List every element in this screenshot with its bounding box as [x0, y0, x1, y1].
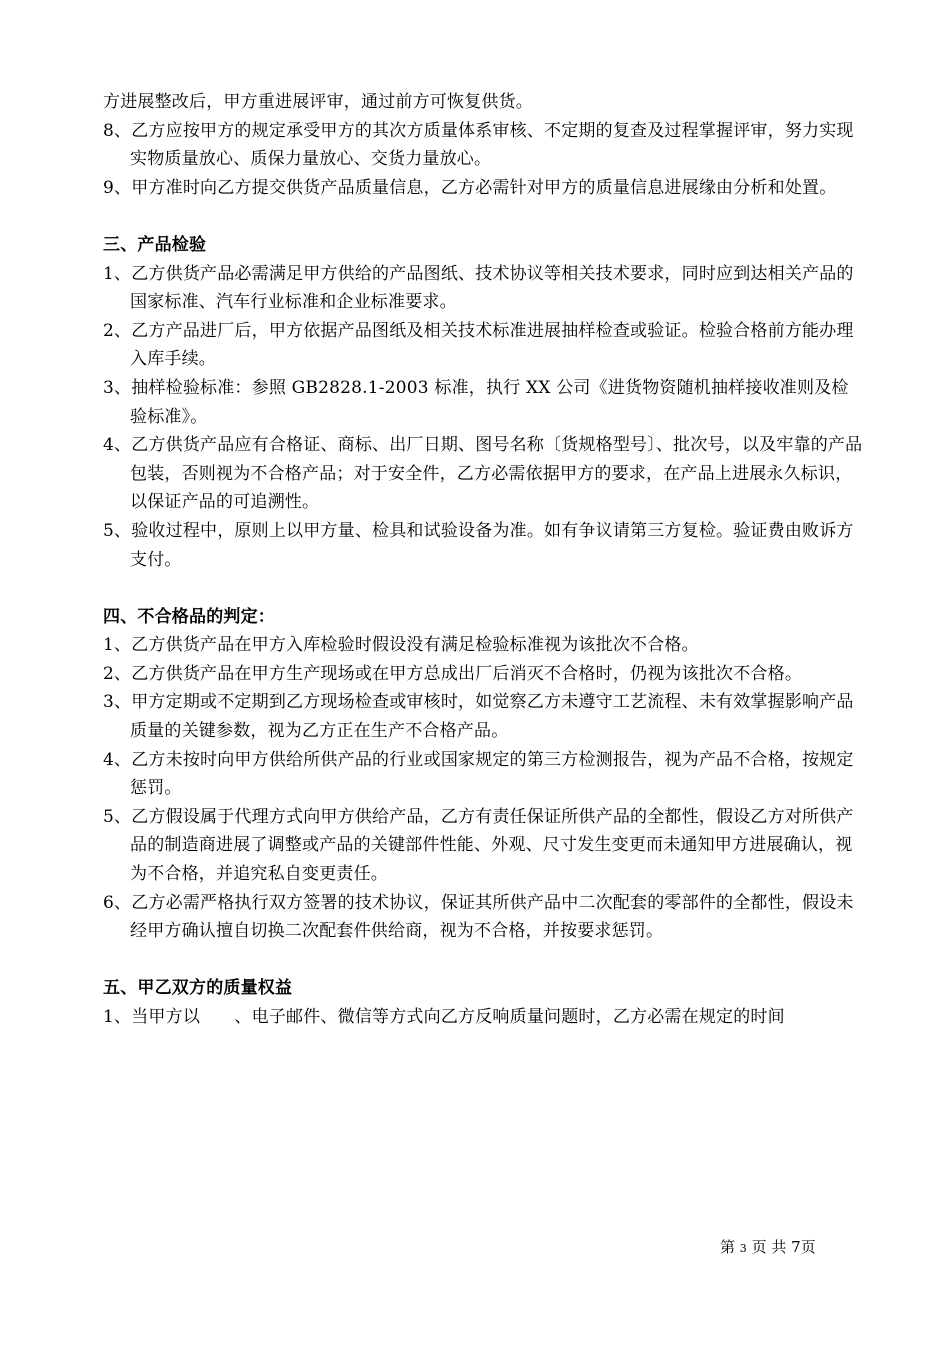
item-number: 5、 [103, 520, 132, 541]
list-item [103, 374, 863, 431]
item-text: 乙方应按甲方的规定承受甲方的其次方质量体系审核、不定期的复查及过程掌握评审，努力实现实物质量放心、质保力量放心、交货力量放心。 [130, 120, 854, 170]
item-text: 乙方供货产品应有合格证、商标、出厂日期、图号名称〔货规格型号〕、批次号，以及牢靠的产品包装，否则视为不合格产品；对于安全件，乙方必需依据甲方的要求，在产品上进展永久标识，以保证产品的可追溯性。 [130, 435, 863, 513]
footer-middle: 页 共 [751, 1238, 787, 1256]
intro-line: 方进展整改后，甲方重进展评审，通过前方可恢复供货。 [103, 92, 533, 112]
item-text: 乙方未按时向甲方供给所供产品的行业或国家规定的第三方检测报告，视为产品不合格，按规定惩罚。 [130, 749, 854, 799]
item-text: 抽样检验标准：参照 GB2828.1-2003 标准，执行 XX 公司《进货物资随机抽样接收准则及检验标准》。 [130, 377, 849, 427]
item-number: 2、 [103, 663, 132, 684]
list-item [103, 117, 863, 174]
section-title-inspection: 三、产品检验 [103, 234, 207, 255]
list-item [103, 889, 863, 946]
list-item [103, 317, 863, 374]
current-page-number: 3 [739, 1242, 747, 1255]
item-number: 3、 [103, 692, 132, 713]
list-item [103, 517, 863, 574]
item-text: 乙方产品进厂后，甲方依据产品图纸及相关技术标准进展抽样检查或验证。检验合格前方能办理入库手续。 [130, 320, 854, 370]
list-item [103, 174, 863, 203]
item-text: 甲方定期或不定期到乙方现场检查或审核时，如觉察乙方未遵守工艺流程、未有效掌握影响产品质量的关键参数，视为乙方正在生产不合格产品。 [130, 692, 854, 742]
item-number: 9、 [103, 177, 132, 198]
document-body [103, 88, 863, 1032]
list-item [103, 803, 863, 889]
list-item [103, 1003, 863, 1032]
list-item [103, 746, 863, 803]
list-item [103, 260, 863, 317]
item-number: 2、 [103, 320, 132, 341]
item-number: 4、 [103, 749, 132, 770]
item-number: 1、 [103, 263, 132, 284]
item-text: 验收过程中，原则上以甲方量、检具和试验设备为准。如有争议请第三方复检。验证费由败诉方支付。 [130, 520, 854, 570]
page-number-footer [720, 1236, 850, 1260]
item-number: 1、 [103, 1007, 132, 1027]
item-number: 6、 [103, 892, 132, 913]
total-page-number: 7 [791, 1238, 801, 1256]
list-item [103, 631, 863, 660]
item-number: 4、 [103, 435, 132, 456]
footer-suffix: 页 [800, 1238, 816, 1256]
section-title-quality-rights: 五、甲乙双方的质量权益 [103, 978, 293, 999]
item-text: 乙方假设属于代理方式向甲方供给产品，乙方有责任保证所供产品的全都性，假设乙方对所供产品的制造商进展了调整或产品的关键部件性能、外观、尺寸发生变更而未通知甲方进展确认，视为不合格，并追究私自变更责任。 [130, 806, 854, 885]
footer-prefix: 第 [720, 1238, 736, 1256]
item-text: 当甲方以 、电子邮件、微信等方式向乙方反响质量问题时，乙方必需在规定的时间 [131, 1007, 785, 1027]
item-number: 1、 [103, 635, 132, 656]
item-number: 8、 [103, 120, 132, 141]
list-item [103, 431, 863, 517]
item-number: 3、 [103, 377, 132, 398]
section-title-nonconforming: 四、不合格品的判定： [103, 606, 275, 627]
item-text: 乙方必需严格执行双方签署的技术协议，保证其所供产品中二次配套的零部件的全都性，假设未经甲方确认擅自切换二次配套件供给商，视为不合格，并按要求惩罚。 [130, 892, 854, 942]
item-text: 乙方供货产品在甲方入库检验时假设没有满足检验标准视为该批次不合格。 [131, 635, 699, 656]
item-number: 5、 [103, 806, 132, 827]
list-item [103, 688, 863, 745]
item-text: 甲方准时向乙方提交供货产品质量信息，乙方必需针对甲方的质量信息进展缘由分析和处置。 [131, 177, 837, 198]
list-item [103, 660, 863, 689]
item-text: 乙方供货产品必需满足甲方供给的产品图纸、技术协议等相关技术要求，同时应到达相关产品的国家标准、汽车行业标准和企业标准要求。 [130, 263, 854, 313]
item-text: 乙方供货产品在甲方生产现场或在甲方总成出厂后消灭不合格时，仍视为该批次不合格。 [131, 663, 803, 684]
